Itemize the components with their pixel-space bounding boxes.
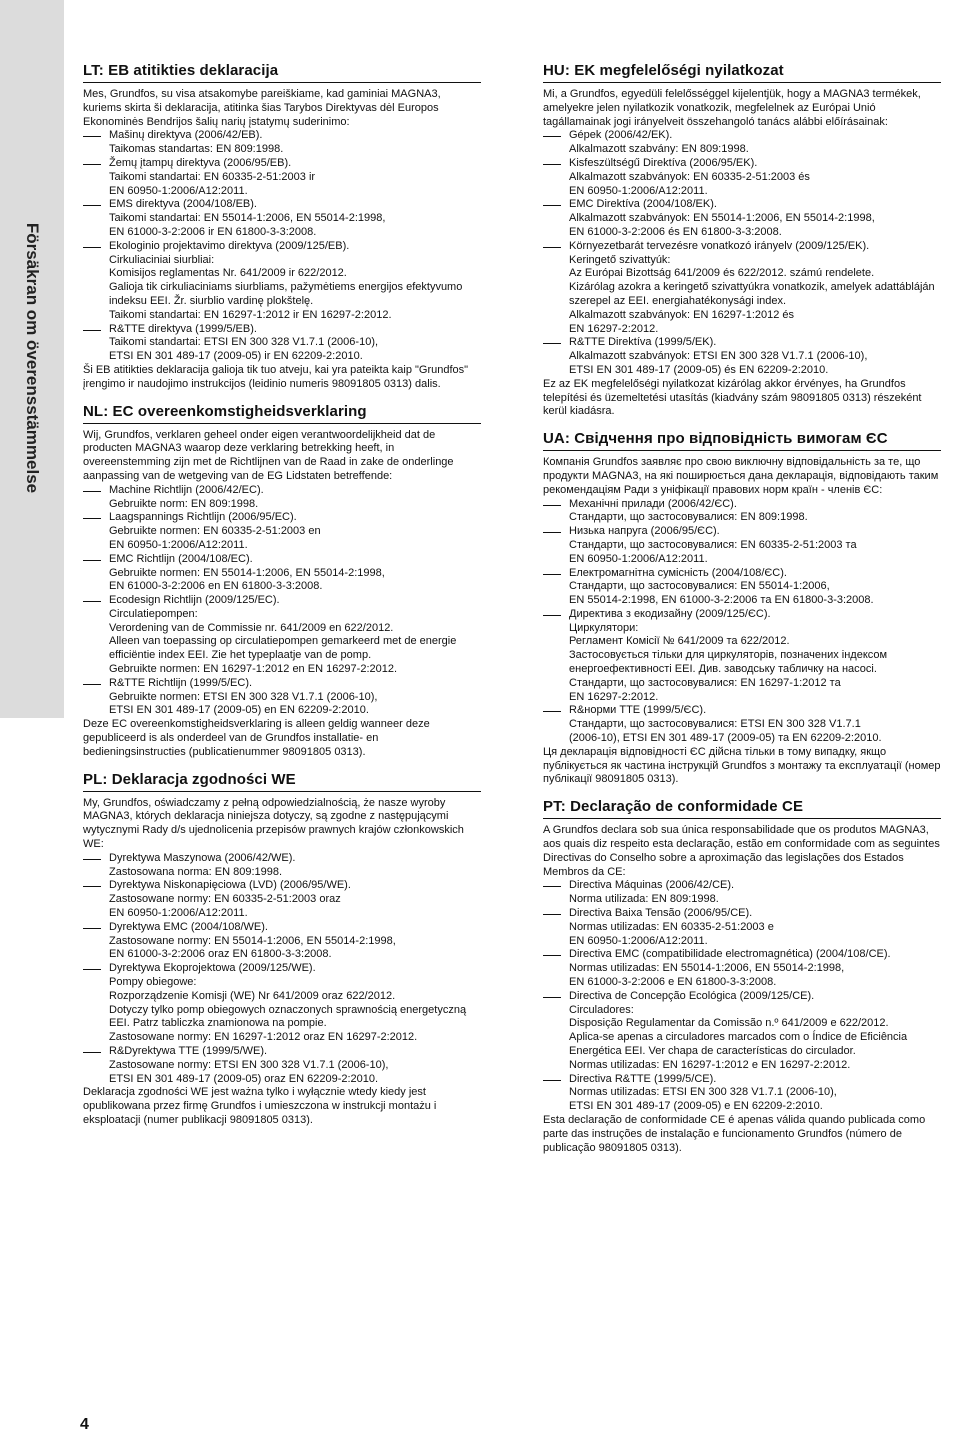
directive-detail: Taikomi standartai: EN 55014-1:2006, EN 55014-2:1998, (109, 212, 386, 225)
section-heading: PT: Declaração de conformidade CE (543, 798, 941, 819)
directive-detail: Taikomi standartai: EN 16297-1:2012 ir EN 16297-2:2012. (109, 308, 392, 321)
directive-title: Directiva R&TTE (1999/5/CE). (569, 1072, 717, 1085)
directive-detail: Normas utilizadas: EN 60335-2-51:2003 e (569, 920, 774, 933)
directive-title: Dyrektywa Ekoprojektowa (2009/125/WE). (109, 962, 316, 975)
directive-detail: EN 60950-1:2006/A12:2011. (109, 184, 248, 197)
directive-detail: EN 16297-2:2012. (569, 322, 659, 335)
directive-list (83, 484, 481, 719)
directive-detail: Zastosowane normy: EN 55014-1:2006, EN 55014-2:1998, (109, 934, 396, 947)
declaration-section (83, 62, 481, 392)
directive-detail: Циркулятори: (569, 621, 639, 634)
directive-item (543, 704, 941, 745)
directive-detail: EN 60950-1:2006/A12:2011. (109, 907, 248, 920)
directive-item (543, 240, 941, 337)
directive-title: Низька напруга (2006/95/ЄС). (569, 525, 720, 538)
directive-list (543, 129, 941, 377)
directive-detail: EN 60950-1:2006/A12:2011. (569, 184, 708, 197)
directive-title: Machine Richtlijn (2006/42/EC). (109, 483, 264, 496)
directive-title: Механічні прилади (2006/42/ЄС). (569, 497, 737, 510)
directive-detail: Taikomi standartai: EN 60335-2-51:2003 ir (109, 170, 316, 183)
section-intro: Mes, Grundfos, su visa atsakomybe pareiškiame, kad gaminiai MAGNA3, kuriems skirta ši deklaracija, atitinka šias Tarybos Direktyvas dėl Europos Ekonominės Bendrijos šalių narių įstatymų suderinimo: (83, 88, 441, 128)
directive-item (543, 157, 941, 198)
directive-detail: EN 60950-1:2006/A12:2011. (569, 934, 708, 947)
section-outro: Deze EC overeenkomstigheidsverklaring is alleen geldig wanneer deze gepubliceerd is als onderdeel van de Grundfos installatie- en bedieningsinstructies (publicatienummer 98091805 0313). (83, 718, 430, 758)
section-intro: Компанія Grundfos заявляє про свою виключну відповідальність за те, що продукти MAGNA3, на які поширюється дана декларація, відповідають таким рекомендаціям Ради з уніфікації правових норм країн - членів ЄС: (543, 456, 939, 496)
section-intro: My, Grundfos, oświadczamy z pełną odpowiedzialnością, że nasze wyroby MAGNA3, których deklaracja niniejsza dotyczy, są zgodne z następującymi wytycznymi Rady d/s ujednolicenia przepisów prawnych krajów członkowskich WE: (83, 796, 464, 851)
directive-title: Directiva de Concepção Ecológica (2009/125/CE). (569, 989, 815, 1002)
directive-detail: Rozporządzenie Komisji (WE) Nr 641/2009 oraz 622/2012. (109, 989, 396, 1002)
directive-detail: Gebruikte normen: EN 55014-1:2006, EN 55014-2:1998, (109, 566, 385, 579)
directive-detail: Kizárólag azokra a keringető szivattyúkra vonatkozik, amelyek adattábláján szerepel az EEI. energiahatékonysági index. (569, 281, 935, 307)
directive-detail: Стандарти, що застосовувалися: EN 809:1998. (569, 511, 808, 524)
directive-title: R&TTE Richtlijn (1999/5/EC). (109, 676, 253, 689)
directive-item (543, 129, 941, 157)
directive-detail: Circuladores: (569, 1003, 634, 1016)
directive-title: EMC Direktíva (2004/108/EK). (569, 198, 717, 211)
directive-item (83, 129, 481, 157)
directive-item (543, 990, 941, 1073)
directive-detail: EN 16297-2:2012. (569, 690, 659, 703)
directive-title: R&TTE Direktíva (1999/5/EK). (569, 336, 717, 349)
directive-title: Laagspannings Richtlijn (2006/95/EC). (109, 511, 297, 524)
section-outro: Esta declaração de conformidade CE é apenas válida quando publicada como parte das instruções de instalação e funcionamento Grundfos (número de publicação 98091805 0313). (543, 1113, 926, 1154)
directive-detail: Komisijos reglamentas Nr. 641/2009 ir 622/2012. (109, 267, 347, 280)
directive-title: Környezetbarát tervezésre vonatkozó irányelv (2009/125/EK). (569, 239, 870, 252)
directive-detail: Alkalmazott szabványok: ETSI EN 300 328 V1.7.1 (2006-10), (569, 350, 868, 363)
directive-detail: Стандарти, що застосовувалися: EN 55014-1:2006, (569, 580, 830, 593)
directive-detail: Normas utilizadas: EN 16297-1:2012 e EN 16297-2:2012. (569, 1058, 851, 1071)
directive-detail: Gebruikte normen: EN 16297-1:2012 en EN 16297-2:2012. (109, 663, 398, 676)
directive-detail: Normas utilizadas: EN 55014-1:2006, EN 55014-2:1998, (569, 962, 845, 975)
directive-item (543, 879, 941, 907)
directive-detail: EN 61000-3-2:2006 oraz EN 61800-3-3:2008. (109, 948, 332, 961)
directive-detail: Verordening van de Commissie nr. 641/2009 en 622/2012. (109, 621, 394, 634)
directive-detail: Keringető szivattyúk: (569, 253, 671, 266)
directive-item (543, 525, 941, 566)
directive-item (543, 498, 941, 526)
declaration-section (543, 62, 941, 419)
section-heading: HU: EK megfelelőségi nyilatkozat (543, 62, 941, 83)
directive-title: R&норми TTE (1999/5/ЄС). (569, 704, 707, 717)
directive-title: Directiva Baixa Tensão (2006/95/CE). (569, 907, 753, 920)
directive-detail: Gebruikte normen: EN 60335-2-51:2003 en (109, 525, 321, 538)
directive-detail: Zastosowane normy: EN 60335-2-51:2003 oraz (109, 893, 341, 906)
directive-title: Mašinų direktyva (2006/42/EB). (109, 129, 263, 142)
directive-title: Kisfeszültségű Direktíva (2006/95/EK). (569, 156, 758, 169)
directive-detail: Alleen van toepassing op circulatiepompen gemarkeerd met de energie efficiëntie index EEI. Zie het typeplaatje van de pomp. (109, 635, 457, 662)
directive-title: Електромагнітна сумісність (2004/108/ЄС). (569, 566, 787, 579)
directive-detail: EN 61000-3-2:2006 és EN 61800-3-3:2008. (569, 225, 782, 238)
directive-detail: ETSI EN 301 489-17 (2009-05) ir EN 62209-2:2010. (109, 350, 363, 363)
directive-detail: Alkalmazott szabványok: EN 60335-2-51:2003 és (569, 170, 810, 183)
directive-detail: Zastosowane normy: EN 16297-1:2012 oraz EN 16297-2:2012. (109, 1031, 418, 1044)
directive-detail: Galioja tik cirkuliaciniams siurbliams, pažymėtiems energijos efektyvumo indeksu EEI. Žr. siurblio vardinę plokštelę. (109, 281, 463, 307)
directive-detail: ETSI EN 301 489-17 (2009-05) e EN 62209-2:2010. (569, 1100, 823, 1113)
directive-detail: Dotyczy tylko pomp obiegowych oznaczonych sprawnością energetyczną EEI. Patrz tabliczka znamionowa na pompie. (109, 1003, 467, 1030)
directive-detail: Disposição Regulamentar da Comissão n.º 641/2009 e 622/2012. (569, 1017, 889, 1030)
directive-item (83, 677, 481, 718)
directive-detail: Cirkuliaciniai siurbliai: (109, 253, 215, 266)
directive-title: Dyrektywa Niskonapięciowa (LVD) (2006/95/WE). (109, 879, 351, 892)
directive-title: R&Dyrektywa TTE (1999/5/WE). (109, 1045, 268, 1057)
section-outro: Ця декларація відповідності ЄС дійсна тільки в тому випадку, якщо публікується як частина інструкцій Grundfos з монтажу та експлуатації (номер публікації 98091805 0313). (543, 745, 941, 786)
directive-detail: Застосовується тільки для циркуляторів, позначених індексом енергоефективності EEI. Див. заводську табличку на насосі. (569, 649, 888, 676)
directive-item (83, 879, 481, 920)
directive-item (83, 511, 481, 552)
declaration-section (543, 430, 941, 787)
section-outro: Ši EB atitikties deklaracija galioja tik tuo atveju, kai yra pateikta kaip "Grundfos" įrengimo ir naudojimo instrukcijos (leidinio numeris 98091805 0313) dalis. (83, 363, 469, 390)
directive-detail: Taikomas standartas: EN 809:1998. (109, 143, 284, 156)
directive-list (543, 498, 941, 746)
section-heading: NL: EC overeenkomstigheidsverklaring (83, 403, 481, 424)
directive-item (83, 962, 481, 1045)
directive-title: Directiva EMC (compatibilidade electromagnética) (2004/108/CE). (569, 948, 891, 961)
directive-item (83, 157, 481, 198)
section-heading: UA: Свідчення про відповідність вимогам ЄС (543, 430, 941, 451)
directive-detail: Gebruikte normen: ETSI EN 300 328 V1.7.1 (2006-10), (109, 690, 378, 703)
declaration-section (543, 798, 941, 1155)
directive-item (543, 907, 941, 948)
section-intro: A Grundfos declara sob sua única responsabilidade que os produtos MAGNA3, aos quais diz respeito esta declaração, estão em conformidade com as seguintes Directivas do Conselho sobre a aproximação das legislações dos Estados Membros da CE: (543, 824, 940, 878)
directive-title: Ekologinio projektavimo direktyva (2009/125/EB). (109, 239, 350, 252)
directive-detail: EN 61000-3-2:2006 e EN 61800-3-3:2008. (569, 976, 777, 989)
directive-detail: Normas utilizadas: ETSI EN 300 328 V1.7.1 (2006-10), (569, 1086, 837, 1099)
directive-detail: Aplica-se apenas a circuladores marcados com o Índice de Eficiência Energética EEI. Ver chapa de características do circulador. (569, 1031, 908, 1057)
directive-detail: ETSI EN 301 489-17 (2009-05) és EN 62209-2:2010. (569, 363, 829, 376)
directive-detail: Gebruikte norm: EN 809:1998. (109, 497, 259, 510)
directive-detail: Norma utilizada: EN 809:1998. (569, 893, 719, 906)
directive-title: Директива з екодизайну (2009/125/ЄС). (569, 607, 771, 620)
directive-title: Dyrektywa Maszynowa (2006/42/WE). (109, 851, 296, 864)
page-number: 4 (80, 1416, 89, 1433)
directive-list (83, 129, 481, 364)
directive-detail: ETSI EN 301 489-17 (2009-05) en EN 62209-2:2010. (109, 704, 369, 717)
directive-detail: Pompy obiegowe: (109, 976, 197, 989)
directive-item (543, 1073, 941, 1114)
directive-item (83, 553, 481, 594)
directive-detail: Стандарти, що застосовувалися: EN 60335-2-51:2003 та (569, 538, 857, 551)
side-tab (0, 0, 64, 718)
right-column (543, 62, 941, 1166)
directive-detail: Alkalmazott szabványok: EN 55014-1:2006, EN 55014-2:1998, (569, 212, 875, 225)
directive-title: Ecodesign Richtlijn (2009/125/EC). (109, 594, 280, 607)
section-heading: PL: Deklaracja zgodności WE (83, 771, 481, 792)
directive-item (543, 336, 941, 377)
section-outro: Ez az EK megfelelőségi nyilatkozat kizárólag akkor érvényes, ha Grundfos telepítési és üzemeltetési utasítás (kiadvány szám 98091805 0313) részeként kerül kiadásra. (543, 377, 922, 418)
directive-detail: Регламент Комісії № 641/2009 та 622/2012. (569, 635, 790, 648)
directive-item (83, 1045, 481, 1086)
directive-item (83, 594, 481, 677)
section-heading: LT: EB atitikties deklaracija (83, 62, 481, 83)
directive-detail: ETSI EN 301 489-17 (2009-05) oraz EN 62209-2:2010. (109, 1072, 379, 1085)
directive-list (83, 852, 481, 1087)
directive-title: Žemų įtampų direktyva (2006/95/EB). (109, 156, 292, 169)
directive-item (83, 852, 481, 880)
declaration-section (83, 403, 481, 760)
directive-detail: (2006-10), ETSI EN 301 489-17 (2009-05) та EN 62209-2:2010. (569, 732, 882, 745)
directive-item (83, 921, 481, 962)
directive-item (83, 198, 481, 239)
directive-detail: Стандарти, що застосовувалися: ETSI EN 300 328 V1.7.1 (569, 718, 861, 731)
directive-detail: EN 60950-1:2006/A12:2011. (569, 552, 708, 565)
section-intro: Wij, Grundfos, verklaren geheel onder eigen verantwoordelijkheid dat de producten MAGNA3 waarop deze verklaring betrekking heeft, in overeenstemming zijn met de Richtlijnen van de Raad in zake de onderlinge aanpassing van de wetgeving van de EG Lidstaten betreffende: (83, 428, 454, 482)
declaration-section (83, 771, 481, 1128)
directive-detail: Zastosowane normy: ETSI EN 300 328 V1.7.1 (2006-10), (109, 1058, 389, 1071)
directive-detail: EN 55014-2:1998, EN 61000-3-2:2006 та EN 61800-3-3:2008. (569, 594, 874, 607)
directive-detail: EN 61000-3-2:2006 ir EN 61800-3-3:2008. (109, 225, 317, 238)
directive-title: EMS direktyva (2004/108/EB). (109, 198, 257, 211)
directive-item (83, 323, 481, 364)
directive-title: R&TTE direktyva (1999/5/EB). (109, 322, 257, 335)
directive-detail: Taikomi standartai: ETSI EN 300 328 V1.7.1 (2006-10), (109, 336, 379, 349)
directive-item (83, 484, 481, 512)
directive-title: EMC Richtlijn (2004/108/EC). (109, 552, 253, 565)
directive-detail: Zastosowana norma: EN 809:1998. (109, 865, 283, 878)
section-intro: Mi, a Grundfos, egyedüli felelősséggel kijelentjük, hogy a MAGNA3 termékek, amelyekre jelen nyilatkozik vonatkozik, megfelelnek az Európai Unió tagállamainak jogi irányelveit összehangoló tanács alábbi előírásainak: (543, 88, 921, 128)
directive-title: Gépek (2006/42/EK). (569, 129, 673, 142)
directive-title: Directiva Máquinas (2006/42/CE). (569, 879, 735, 892)
side-tab-label: Försäkran om överensstämmelse (23, 222, 42, 494)
directive-item (543, 948, 941, 989)
directive-detail: Стандарти, що застосовувалися: EN 16297-1:2012 та (569, 676, 841, 689)
section-outro: Deklaracja zgodności WE jest ważna tylko i wyłącznie wtedy kiedy jest opublikowana przez firmę Grundfos i umieszczona w instrukcji montażu i eksploatacji (numer publikacji 98091805 0313). (83, 1086, 437, 1126)
directive-title: Dyrektywa EMC (2004/108/WE). (109, 920, 268, 933)
directive-list (543, 879, 941, 1114)
directive-item (83, 240, 481, 323)
directive-detail: Alkalmazott szabvány: EN 809:1998. (569, 143, 749, 156)
directive-detail: EN 60950-1:2006/A12:2011. (109, 538, 248, 551)
directive-item (543, 608, 941, 705)
directive-detail: Circulatiepompen: (109, 607, 198, 620)
directive-item (543, 567, 941, 608)
directive-detail: EN 61000-3-2:2006 en EN 61800-3-3:2008. (109, 580, 323, 593)
left-column (83, 62, 481, 1139)
directive-item (543, 198, 941, 239)
directive-detail: Az Európai Bizottság 641/2009 és 622/2012. számú rendelete. (569, 267, 875, 280)
directive-detail: Alkalmazott szabványok: EN 16297-1:2012 és (569, 308, 795, 321)
